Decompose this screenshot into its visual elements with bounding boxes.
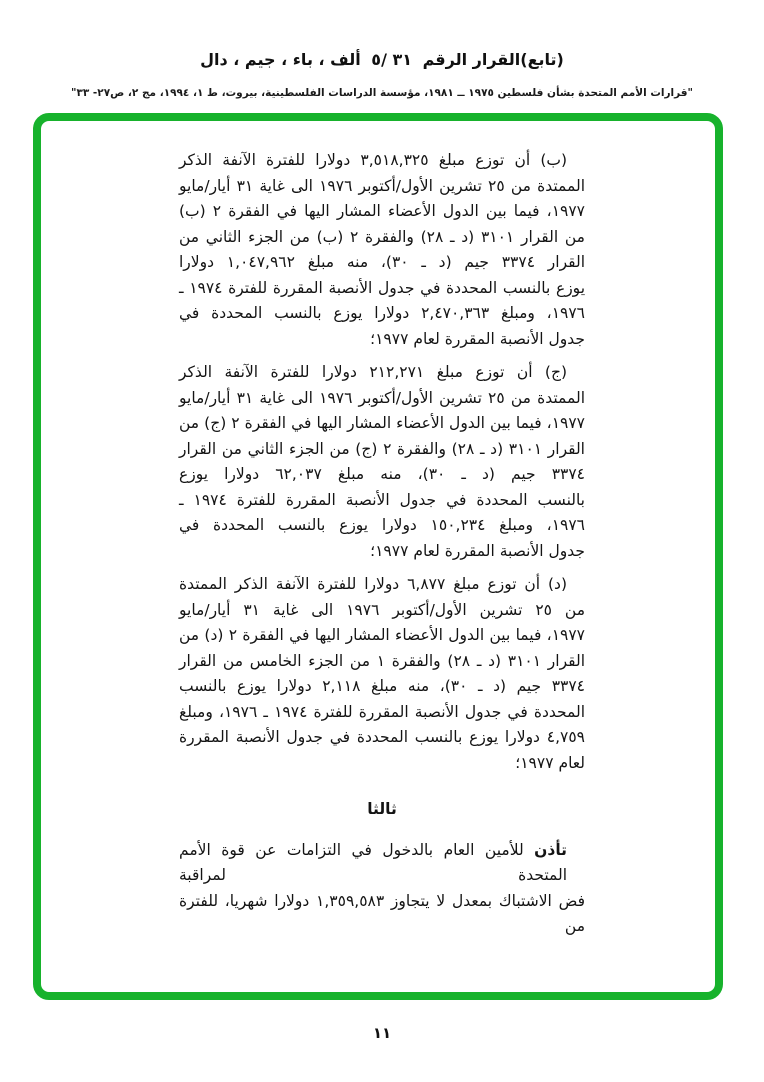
text-line: ٣٣٧٤ جيم (د ـ ٣٠)، منه مبلغ ٢,١١٨ دولارا يوزع بالنسب [179, 677, 585, 695]
paragraph-jeem [179, 360, 585, 564]
text-line: جدول الأنصبة المقررة لعام ١٩٧٧؛ [370, 329, 585, 348]
text-line: يوزع بالنسب المحددة في جدول الأنصبة المقررة للفترة ١٩٧٤ ـ [179, 278, 586, 297]
text-line: القرار ٣٣٧٤ جيم (د ـ ٣٠)، منه مبلغ ١,٠٤٧,٩٦٢ دولارا [179, 253, 586, 271]
page-number: ١١ [372, 1024, 392, 1042]
text-line: ١٩٧٧، فيما بين الدول الأعضاء المشار اليها في الفقرة ٢ (ج) من [179, 414, 585, 432]
text-line: لعام ١٩٧٧؛ [515, 753, 585, 772]
text-line: القرار ٣١٠١ (د ـ ٢٨) والفقرة ١ من الجزء الخامس من القرار [179, 651, 586, 670]
title-prefix: (تابع)القرار الرقم [422, 50, 564, 69]
final-paragraph [179, 838, 585, 940]
paragraph-dal [179, 572, 585, 776]
paragraph-ba [179, 148, 585, 352]
title-suffix: ألف ، باء ، جيم ، دال [200, 50, 361, 69]
paragraph-lead-word: تأذن [534, 840, 567, 859]
source-citation: "قرارات الأمم المتحدة بشأن فلسطين ١٩٧٥ ــ ١٩٨١، مؤسسة الدراسات الفلسطينية، بيروت، ط ١، ١٩٩٤، مج ٢، ص٢٧- ٣٣" [70, 87, 694, 99]
text-line: ٣٣٧٤ جيم (د ـ ٣٠)، منه مبلغ ٦٢,٠٣٧ دولارا يوزع [179, 465, 585, 483]
paragraph-text: للأمين العام بالدخول في التزامات عن قوة الأمم المتحدة لمراقبة [179, 840, 567, 884]
text-line: المحددة في جدول الأنصبة المقررة للفترة ١٩٧٤ ـ ١٩٧٦، ومبلغ [179, 702, 586, 721]
text-line: ١٩٧٧، فيما بين الدول الأعضاء المشار اليها في الفقرة ٢ (د) من [179, 626, 586, 644]
text-line: القرار ٣١٠١ (د ـ ٢٨) والفقرة ٢ (ج) من الجزء الثاني من القرار [179, 439, 585, 458]
text-line: (ج) أن توزع مبلغ ٢١٢,٢٧١ دولارا للفترة الآنفة الذكر [179, 363, 567, 381]
text-line: جدول الأنصبة المقررة لعام ١٩٧٧؛ [370, 541, 585, 560]
text-line: ١٩٧٦، ومبلغ ٢,٤٧٠,٣٦٣ دولارا يوزع بالنسب المحددة في [179, 304, 585, 322]
document-title [0, 50, 764, 69]
text-line: من ٢٥ تشرين الأول/أكتوبر ١٩٧٦ الى غاية ٣١ أيار/مايو [179, 600, 585, 619]
text-line: ١٩٧٧، فيما بين الدول الأعضاء المشار اليها في الفقرة ٢ (ب) [179, 202, 585, 220]
text-line: الممتدة من ٢٥ تشرين الأول/أكتوبر ١٩٧٦ الى غاية ٣١ أيار/مايو [179, 176, 586, 195]
text-line: ١٩٧٦، ومبلغ ١٥٠,٢٣٤ دولارا يوزع بالنسب المحددة في [179, 516, 585, 534]
text-line: (ب) أن توزع مبلغ ٣,٥١٨,٣٢٥ دولارا للفترة الآنفة الذكر [179, 151, 567, 169]
text-line: (د) أن توزع مبلغ ٦,٨٧٧ دولارا للفترة الآنفة الذكر الممتدة [179, 575, 568, 593]
text-line: الممتدة من ٢٥ تشرين الأول/أكتوبر ١٩٧٦ الى غاية ٣١ أيار/مايو [179, 388, 586, 407]
text-line: من القرار ٣١٠١ (د ـ ٢٨) والفقرة ٢ (ب) من الجزء الثاني من [179, 227, 585, 246]
resolution-number: ٣١ /٥ [371, 50, 413, 69]
text-line: ٤,٧٥٩ دولارا يوزع بالنسب المحددة في جدول الأنصبة المقررة [179, 728, 585, 746]
text-line: بالنسب المحددة في جدول الأنصبة المقررة للفترة ١٩٧٤ ـ [179, 490, 585, 509]
text-line: فض الاشتباك بمعدل لا يتجاوز ١,٣٥٩,٥٨٣ دولارا شهريا، للفترة من [179, 891, 585, 935]
text-line [179, 838, 585, 889]
section-heading: ثالثا [367, 800, 397, 818]
body-text-column [179, 148, 585, 948]
